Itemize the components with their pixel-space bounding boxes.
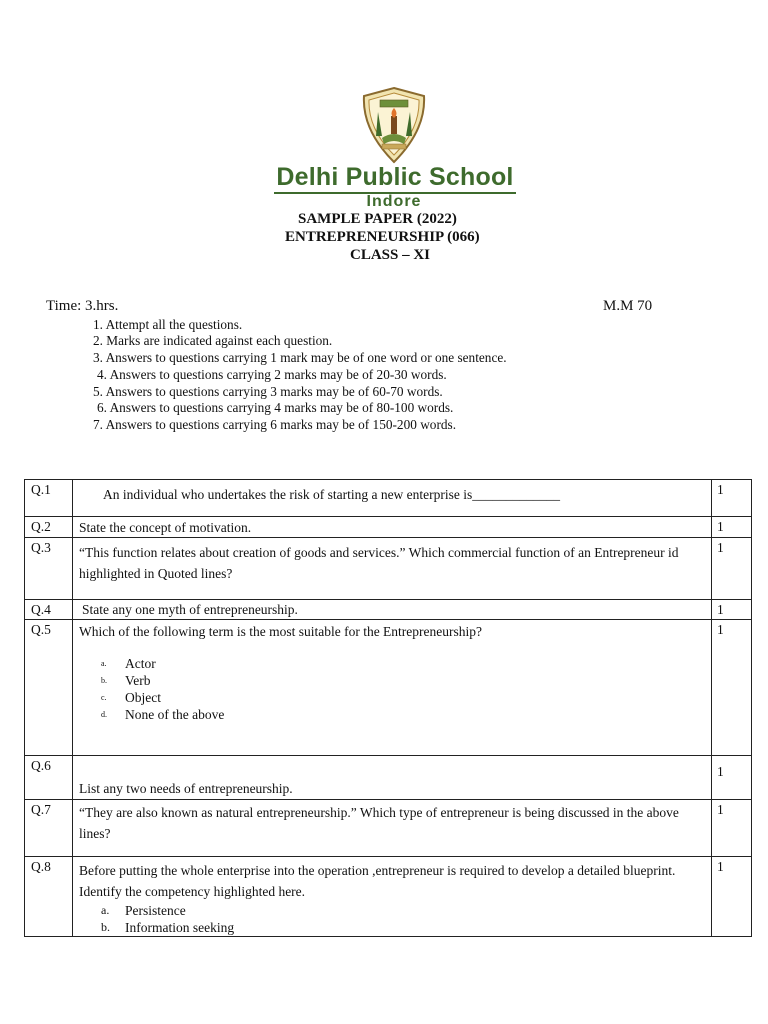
option-text: Verb — [125, 673, 151, 688]
question-marks: 1 — [712, 480, 752, 517]
question-marks: 1 — [712, 620, 752, 756]
question-text: List any two needs of entrepreneurship. — [79, 781, 293, 796]
instruction-item: 1. Attempt all the questions. — [93, 317, 243, 332]
question-number: Q.4 — [25, 600, 73, 620]
question-marks: 1 — [712, 600, 752, 620]
option-item — [79, 902, 705, 919]
question-marks: 1 — [712, 857, 752, 937]
option-text: Actor — [125, 656, 156, 671]
table-row — [25, 756, 752, 800]
maximum-marks: M.M 70 — [603, 298, 653, 314]
option-letter: a. — [101, 659, 107, 668]
table-row — [25, 480, 752, 517]
class-title: CLASS – XI — [350, 247, 431, 263]
option-letter: a. — [101, 903, 110, 917]
instruction-item: 6. Answers to questions carrying 4 marks may be of 80-100 words. — [97, 400, 454, 415]
question-text: State the concept of motivation. — [79, 520, 252, 535]
instruction-item: 7. Answers to questions carrying 6 marks may be of 150-200 words. — [93, 417, 457, 432]
subject-title: ENTREPRENEURSHIP (066) — [285, 229, 480, 245]
instruction-item: 5. Answers to questions carrying 3 marks may be of 60-70 words. — [93, 384, 443, 399]
question-text: Which of the following term is the most suitable for the Entrepreneurship? — [79, 624, 483, 639]
option-letter: c. — [101, 693, 107, 702]
school-city: Indore — [366, 193, 422, 210]
option-text: None of the above — [125, 707, 225, 722]
question-marks: 1 — [712, 800, 752, 857]
table-row — [25, 600, 752, 620]
question-text: An individual who undertakes the risk of starting a new enterprise is_____________ — [103, 487, 561, 502]
option-text: Information seeking — [125, 920, 235, 935]
table-row — [25, 538, 752, 600]
option-item — [79, 706, 705, 723]
table-row — [25, 620, 752, 756]
option-text: Persistence — [125, 903, 186, 918]
question-text: Before putting the whole enterprise into the operation ,entrepreneur is required to develop a detailed blueprint. Identify the competency highlighted here. — [79, 863, 676, 899]
option-item — [79, 672, 705, 689]
options-list — [79, 655, 705, 723]
question-marks: 1 — [712, 756, 752, 800]
option-text: Object — [125, 690, 161, 705]
option-item — [79, 919, 705, 936]
school-name: Delhi Public School — [276, 163, 514, 191]
question-number: Q.7 — [25, 800, 73, 857]
option-item — [79, 689, 705, 706]
paper-title: SAMPLE PAPER (2022) — [298, 211, 457, 227]
table-row — [25, 857, 752, 937]
instruction-item: 3. Answers to questions carrying 1 mark may be of one word or one sentence. — [93, 350, 507, 365]
question-marks: 1 — [712, 538, 752, 600]
question-number: Q.3 — [25, 538, 73, 600]
instruction-item: 4. Answers to questions carrying 2 marks may be of 20-30 words. — [97, 367, 447, 382]
question-text: “This function relates about creation of goods and services.” Which commercial function of an Entrepreneur id highlighted in Quoted lines? — [79, 545, 679, 581]
question-number: Q.6 — [25, 756, 73, 800]
table-row — [25, 800, 752, 857]
option-letter: b. — [101, 676, 107, 685]
question-number: Q.2 — [25, 517, 73, 538]
option-letter: b. — [101, 920, 110, 934]
options-list — [79, 902, 705, 936]
questions-table — [24, 479, 752, 937]
question-number: Q.8 — [25, 857, 73, 937]
instruction-item: 2. Marks are indicated against each question. — [93, 333, 333, 348]
question-number: Q.1 — [25, 480, 73, 517]
question-text: State any one myth of entrepreneurship. — [82, 602, 298, 617]
option-letter: d. — [101, 710, 107, 719]
time-allowed: Time: 3.hrs. — [46, 298, 119, 314]
option-item — [79, 655, 705, 672]
school-crest-emblem-icon — [358, 86, 430, 164]
table-row — [25, 517, 752, 538]
question-marks: 1 — [712, 517, 752, 538]
question-text: “They are also known as natural entrepreneurship.” Which type of entrepreneur is being discussed in the above lines? — [79, 805, 679, 841]
question-number: Q.5 — [25, 620, 73, 756]
